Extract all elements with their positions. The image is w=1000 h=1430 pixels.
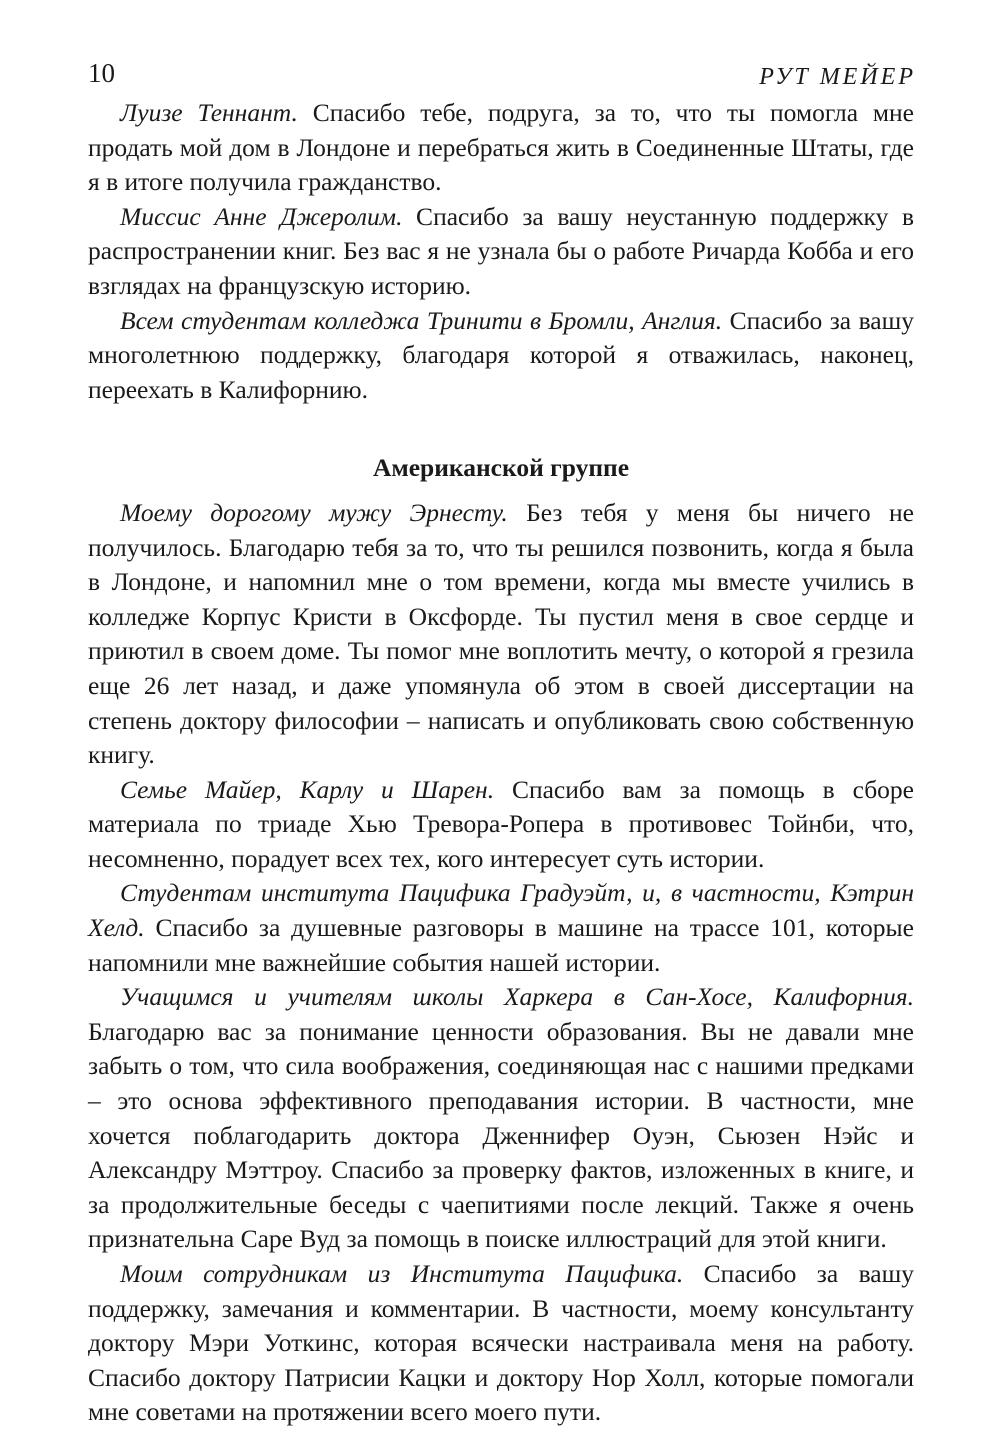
paragraph-harker-school: [88, 980, 914, 1257]
paragraph-body: Спасибо тебе, подруга, за то, что ты помогла мне продать мой дом в Лондоне и перебраться жить в Соединенные Штаты, где я в итоге получила гражданство.: [88, 98, 914, 197]
section-heading: Американской группе: [372, 453, 630, 483]
paragraph-mayer-family: [88, 773, 914, 877]
paragraph-body: Спасибо за душевные разговоры в машине на трассе 101, которые напомнили мне важнейшие события нашей истории.: [88, 913, 914, 977]
running-head-author: РУТ МЕЙЕР: [759, 64, 916, 90]
paragraph-lead: Моему дорогому мужу Эрнесту.: [120, 497, 508, 527]
paragraph-body: Спасибо за вашу неустанную поддержку в распространении книг. Без вас я не узнала бы о работе Ричарда Кобба и его взглядах на французскую историю.: [88, 201, 914, 300]
paragraph-pacifica-students: [88, 876, 914, 980]
paragraph-louise-tennant: [88, 96, 914, 200]
paragraph-trinity-students: [88, 304, 914, 408]
paragraph-body: Благодарю вас за понимание ценности образования. Вы не давали мне забыть о том, что сила воображения, соединяющая нас с нашими предками – это основа эффективного преподавания истории. В частности, мне хочется поблагодарить доктора Дженнифер Оуэн, Сьюзен Нэйс и Александру Мэттроу. Спасибо за проверку фактов, изложенных в книге, и за продолжительные беседы с чаепитиями после лекций. Также я очень признательна Саре Вуд за помощь в поиске иллюстраций для этой книги.: [88, 1016, 914, 1254]
paragraph-lead: Миссис Анне Джеролим.: [120, 201, 403, 231]
paragraph-lead: Луизе Теннант.: [120, 98, 298, 127]
paragraph-pacifica-colleagues: [88, 1257, 914, 1430]
paragraph-body: Без тебя у меня бы ничего не получилось. Благодарю тебя за то, что ты решился позвонить, когда я была в Лондоне, и напомнил мне о том времени, когда мы вместе учились в колледже Корпус Кристи в Оксфорде. Ты пустил меня в свое сердце и приютил в своем доме. Ты помог мне воплотить мечту, о которой я грезила еще 26 лет назад, и даже упомянула об этом в своей диссертации на степень доктору философии – написать и опубликовать свою собственную книгу.: [88, 497, 914, 770]
paragraph-lead: Моим сотрудникам из Института Пацифика.: [120, 1259, 684, 1288]
page-number: 10: [88, 58, 115, 88]
paragraph-lead: Учащимся и учителям школы Харкера в Сан-Хосе, Калифорния.: [120, 982, 914, 1012]
acknowledgements-text: [88, 96, 914, 1430]
paragraph-body: Спасибо вам за помощь в сборе материала по триаде Хью Тревора-Ропера в противовес Тойнби, что, несомненно, порадует всех тех, кого интересует суть истории.: [88, 774, 914, 873]
paragraph-lead: Студентам института Пацифика Градуэйт, и, в частности, Кэтрин Хелд.: [88, 878, 914, 943]
paragraph-anna-jerolim: [88, 200, 914, 304]
paragraph-lead: Всем студентам колледжа Тринити в Бромли, Англия.: [120, 305, 723, 335]
paragraph-lead: Семье Майер, Карлу и Шарен.: [120, 774, 495, 804]
paragraph-body: Спасибо за вашу многолетнюю поддержку, благодаря которой я отважилась, наконец, переехать в Калифорнию.: [88, 305, 914, 404]
paragraph-body: Спасибо за вашу поддержку, замечания и комментарии. В частности, моему консультанту доктору Мэри Уоткинс, которая всячески настраивала меня на работу. Спасибо доктору Патрисии Кацки и доктору Нор Холл, которые помогали мне советами на протяжении всего моего пути.: [88, 1259, 914, 1427]
paragraph-husband-ernest: [88, 496, 914, 773]
